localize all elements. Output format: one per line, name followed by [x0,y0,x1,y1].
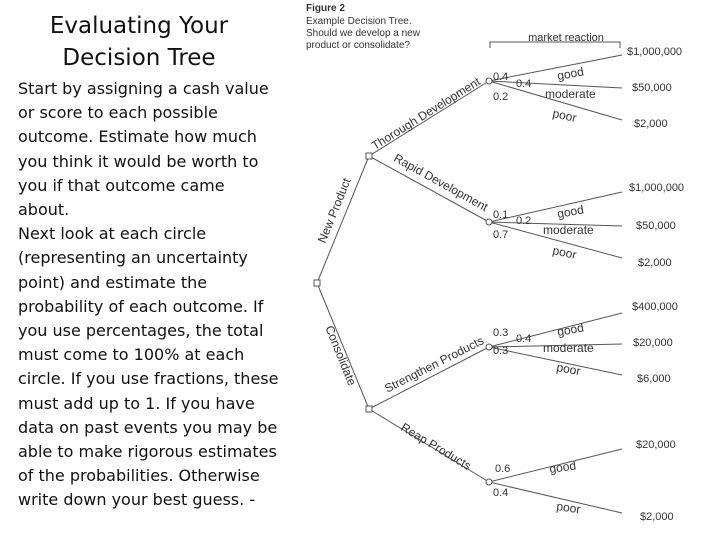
strengthen-prob-poor: 0.3 [493,345,509,357]
reap-outcome-good: good [548,458,577,476]
new-product-decision-node [366,153,372,159]
thorough-outcome-good: good [556,64,585,83]
thorough-outcome-moderate: moderate [545,87,596,101]
decision-tree-figure [290,0,720,540]
strengthen-outcome-moderate: moderate [543,341,594,355]
rapid-prob-moderate: 0.2 [516,215,532,227]
edge-strengthen [369,347,489,409]
rapid-outcome-good: good [556,202,585,221]
slide-title-line-2: Decision Tree [62,45,216,71]
tree-edges [314,55,622,513]
slide-body-text [18,77,280,513]
thorough-outcome-poor: poor [551,106,578,125]
slide-title-line-1: Evaluating Your [49,13,229,39]
thorough-prob-moderate: 0.4 [516,78,532,90]
paragraph-estimate-probabilities: Next look at each circle (representing an uncertainty point) and estimate the probability of each outcome. If you use percentages, the total must come to 100% at each circle. If you use fractions, these must add up to 1. If you have data on past events you may be able to make rigorous estimates of the probabilities. Otherwise write down your best guess. - [18,224,279,510]
strengthen-value-moderate: $20,000 [633,337,673,349]
figure-caption-line-1: Example Decision Tree. [306,16,412,27]
reap-prob-poor: 0.4 [493,487,509,499]
new-product-label: New Product [314,176,354,245]
strengthen-outcome-good: good [556,320,585,339]
thorough-prob-poor: 0.2 [493,91,509,103]
figure-label: Figure 2 [306,3,345,14]
thorough-prob-good: 0.4 [493,71,509,83]
slide-title [14,10,264,74]
reap-value-good: $20,000 [636,439,676,451]
thorough-value-moderate: $50,000 [632,82,672,94]
edge-thorough-good [489,55,622,81]
reap-value-poor: $2,000 [640,511,674,523]
figure-caption-line-3: product or consolidate? [306,40,410,51]
paragraph-assign-values: Start by assigning a cash value or score to each possible outcome. Estimate how much you think it would be worth to you if that outcome came about. [18,79,269,220]
strengthen-outcome-poor: poor [555,360,582,379]
strengthen-value-poor: $6,000 [637,373,671,385]
thorough-value-poor: $2,000 [634,118,668,130]
rapid-outcome-moderate: moderate [543,223,594,237]
consolidate-label: Consolidate [322,323,360,388]
strengthen-value-good: $400,000 [632,301,678,313]
rapid-chance-node [486,219,492,225]
thorough-development-label: Thorough Development [368,74,483,153]
market-reaction-header: market reaction [528,32,604,44]
reap-products-label: Reap Products [398,420,474,474]
reap-prob-good: 0.6 [495,463,511,475]
figure-caption-line-2: Should we develop a new [306,28,420,39]
root-decision-node [314,280,320,286]
thorough-value-good: $1,000,000 [627,46,683,58]
rapid-value-poor: $2,000 [638,257,672,269]
edge-rapid [369,156,489,222]
rapid-development-label: Rapid Development [391,150,491,215]
reap-outcome-poor: poor [555,499,582,517]
reap-chance-node [486,479,492,485]
rapid-value-good: $1,000,000 [629,182,685,194]
strengthen-prob-moderate: 0.4 [516,333,532,345]
strengthen-chance-node [486,344,492,350]
thorough-chance-node [486,78,492,84]
rapid-prob-good: 0.1 [493,209,509,221]
strengthen-prob-good: 0.3 [493,327,509,339]
rapid-prob-poor: 0.7 [493,229,509,241]
rapid-value-moderate: $50,000 [636,220,676,232]
rapid-outcome-poor: poor [551,243,578,262]
strengthen-products-label: Strengthen Products [382,333,487,396]
consolidate-decision-node [366,406,372,412]
